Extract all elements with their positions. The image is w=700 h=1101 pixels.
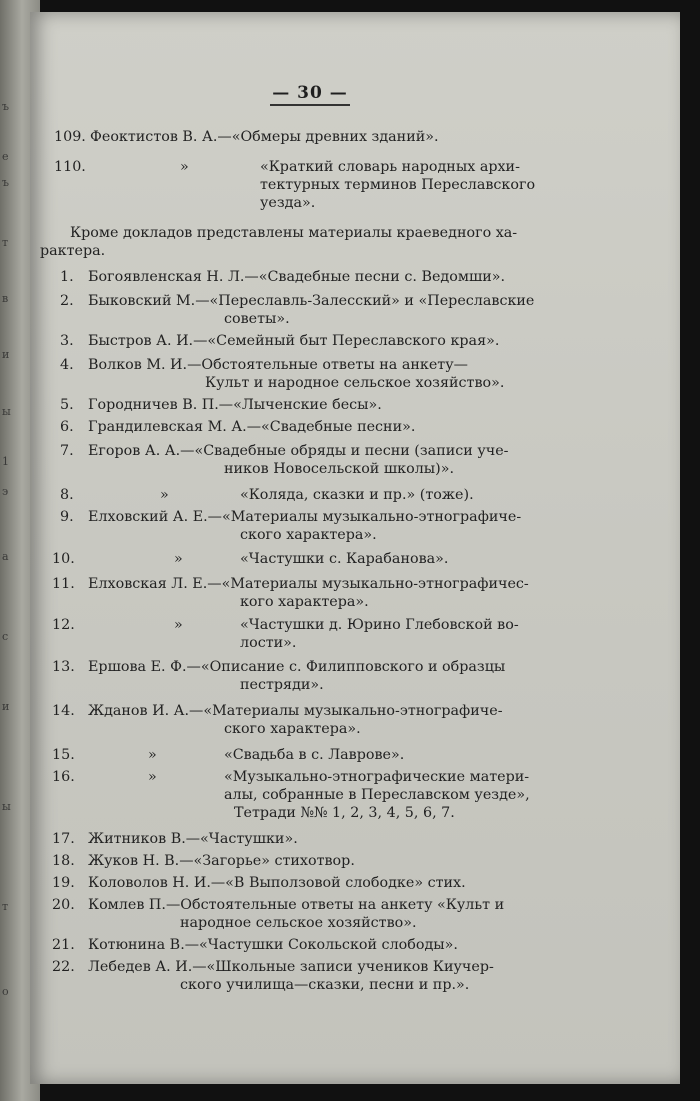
entry-text: «Свадьба в с. Лаврове». xyxy=(224,747,405,763)
entry-text: тектурных терминов Переславского xyxy=(260,177,536,193)
margin-fragment: 1 xyxy=(2,455,9,468)
entry-number: 22. xyxy=(52,959,75,975)
margin-fragment: и xyxy=(2,348,10,361)
entry-text: Елховская Л. Е.—«Материалы музыкально-этнографичес- xyxy=(88,576,529,592)
entry-number: 7. xyxy=(60,443,74,459)
entry-text: пестряди». xyxy=(240,677,324,693)
ditto-mark: » xyxy=(180,159,189,175)
entry-number: 2. xyxy=(60,293,74,309)
paragraph-text: Кроме докладов представлены материалы краеведного ха- xyxy=(70,225,518,241)
margin-fragment: э xyxy=(2,485,9,498)
entry-text: уезда». xyxy=(260,195,316,211)
entry-text: ского училища—сказки, песни и пр.». xyxy=(180,977,470,993)
entry-number: 10. xyxy=(52,551,75,567)
margin-fragment: ы xyxy=(2,800,11,813)
entry-text: советы». xyxy=(224,311,290,327)
margin-fragment: а xyxy=(2,550,9,563)
entry-text: Коловолов Н. И.—«В Выползовой слободке» стих. xyxy=(88,875,466,891)
entry-text: «Частушки д. Юрино Глебовской во- xyxy=(240,617,519,633)
margin-fragment: с xyxy=(2,630,9,643)
ditto-mark: » xyxy=(148,769,157,785)
entry-number: 21. xyxy=(52,937,75,953)
margin-fragment: ъ xyxy=(2,176,9,189)
entry-text: Тетради №№ 1, 2, 3, 4, 5, 6, 7. xyxy=(234,805,455,821)
entry-number: 12. xyxy=(52,617,75,633)
margin-fragment: т xyxy=(2,236,9,249)
margin-fragment: и xyxy=(2,700,10,713)
entry-text: Комлев П.—Обстоятельные ответы на анкету «Культ и xyxy=(88,897,505,913)
entry-number: 8. xyxy=(60,487,74,503)
entry-text: Ершова Е. Ф.—«Описание с. Филипповского и образцы xyxy=(88,659,506,675)
margin-fragment: о xyxy=(2,985,9,998)
entry-number: 19. xyxy=(52,875,75,891)
page-number: — 30 — xyxy=(270,84,350,106)
entry-text: Егоров А. А.—«Свадебные обряды и песни (записи уче- xyxy=(88,443,509,459)
entry-number: 6. xyxy=(60,419,74,435)
ditto-mark: » xyxy=(174,551,183,567)
entry-number: 16. xyxy=(52,769,75,785)
margin-fragment: ы xyxy=(2,405,11,418)
entry-text: Елховский А. Е.—«Материалы музыкально-этнографиче- xyxy=(88,509,522,525)
entry-text: «Музыкально-этнографические матери- xyxy=(224,769,530,785)
entry-number: 5. xyxy=(60,397,74,413)
entry-text: Культ и народное сельское хозяйство». xyxy=(205,375,505,391)
ditto-mark: » xyxy=(160,487,169,503)
entry-text: ского характера». xyxy=(240,527,377,543)
entry-text: Лебедев А. И.—«Школьные записи учеников Киучер- xyxy=(88,959,494,975)
entry-text: Богоявленская Н. Л.—«Свадебные песни с. Ведомши». xyxy=(88,269,506,285)
margin-fragment: е xyxy=(2,150,9,163)
entry-number: 20. xyxy=(52,897,75,913)
entry-text: Жуков Н. В.—«Загорье» стихотвор. xyxy=(88,853,355,869)
entry-number: 3. xyxy=(60,333,74,349)
entry-text: «Коляда, сказки и пр.» (тоже). xyxy=(240,487,474,503)
entry-text: Городничев В. П.—«Лыченские бесы». xyxy=(88,397,382,413)
margin-fragment: т xyxy=(2,900,9,913)
entry-text: кого характера». xyxy=(240,594,369,610)
entry-text: Быковский М.—«Переславль-Залесский» и «Переславские xyxy=(88,293,535,309)
ditto-mark: » xyxy=(148,747,157,763)
entry-text: Быстров А. И.—«Семейный быт Переславского края». xyxy=(88,333,500,349)
entry-text: ников Новосельской школы)». xyxy=(224,461,455,477)
entry-number: 9. xyxy=(60,509,74,525)
entry-number: 4. xyxy=(60,357,74,373)
entry-number: 17. xyxy=(52,831,75,847)
entry-text: ского характера». xyxy=(224,721,361,737)
ditto-mark: » xyxy=(174,617,183,633)
entry-number: 13. xyxy=(52,659,75,675)
entry-text: Грандилевская М. А.—«Свадебные песни». xyxy=(88,419,416,435)
margin-fragment: ъ xyxy=(2,100,9,113)
entry-number: 109. xyxy=(54,129,86,145)
paragraph-text: рактера. xyxy=(40,243,106,259)
entry-text: Жданов И. А.—«Материалы музыкально-этнографиче- xyxy=(88,703,503,719)
entry-number: 14. xyxy=(52,703,75,719)
book-page xyxy=(30,12,680,1084)
entry-number: 110. xyxy=(54,159,86,175)
entry-text: «Частушки с. Карабанова». xyxy=(240,551,449,567)
entry-number: 15. xyxy=(52,747,75,763)
entry-number: 18. xyxy=(52,853,75,869)
entry-text: Котюнина В.—«Частушки Сокольской слободы». xyxy=(88,937,458,953)
entry-text: Феоктистов В. А.—«Обмеры древних зданий». xyxy=(90,129,439,145)
entry-text: лости». xyxy=(240,635,297,651)
margin-fragment: в xyxy=(2,292,9,305)
entry-text: алы, собранные в Переславском уезде», xyxy=(224,787,530,803)
entry-text: Житников В.—«Частушки». xyxy=(88,831,298,847)
entry-text: народное сельское хозяйство». xyxy=(180,915,417,931)
entry-number: 11. xyxy=(52,576,75,592)
entry-text: Волков М. И.—Обстоятельные ответы на анкету— xyxy=(88,357,468,373)
entry-number: 1. xyxy=(60,269,74,285)
entry-text: «Краткий словарь народных архи- xyxy=(260,159,520,175)
